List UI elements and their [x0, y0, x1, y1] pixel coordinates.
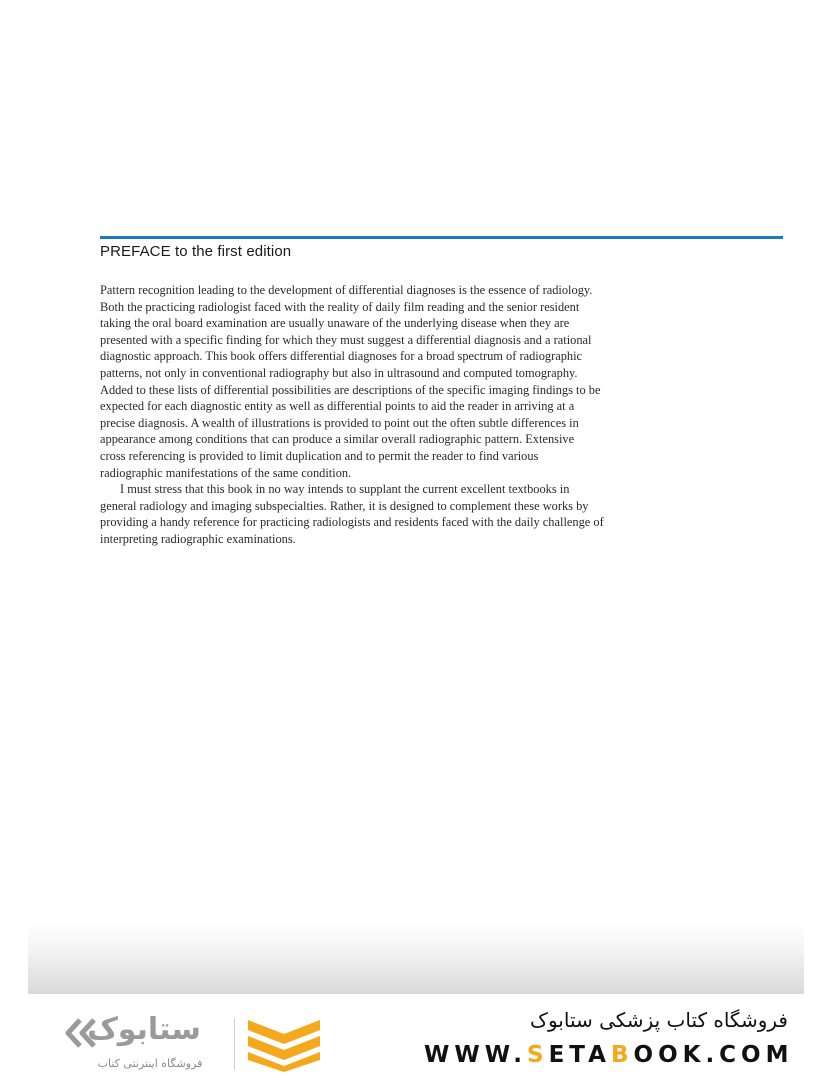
brand-logo-text: ستابوک [87, 1012, 201, 1047]
page-heading: PREFACE to the first edition [100, 243, 292, 260]
store-url[interactable] [424, 1042, 792, 1068]
text-line: expected for each diagnostic entity as well as differential points to aid the reader in arriving at a [100, 399, 575, 414]
url-part: OOK.COM [633, 1042, 794, 1068]
store-name: فروشگاه کتاب پزشکی ستابوک [530, 1008, 788, 1032]
text-line: patterns, not only in conventional radiography but also in ultrasound and computed tomography. [100, 365, 578, 380]
brand-tagline: فروشگاه اینترنتی کتاب [97, 1057, 203, 1070]
text-line: I must stress that this book in no way intends to supplant the current excellent textbooks in [120, 482, 570, 497]
text-line: interpreting radiographic examinations. [100, 531, 296, 546]
text-line: general radiology and imaging subspecialties. Rather, it is designed to complement these works by [100, 498, 589, 513]
url-part-highlight: B [610, 1042, 634, 1068]
text-line: precise diagnosis. A wealth of illustrations is provided to point out the often subtle differences in [100, 415, 579, 430]
preface-body [100, 282, 620, 548]
text-line: providing a handy reference for practicing radiologists and residents faced with the daily challenge of [100, 515, 604, 530]
paragraph-2 [100, 481, 620, 547]
text-line: cross referencing is provided to limit duplication and to permit the reader to find various [100, 448, 539, 463]
paragraph-1 [100, 282, 620, 481]
heading-rule [100, 236, 783, 239]
text-line: radiographic manifestations of the same condition. [100, 465, 352, 480]
text-line: presented with a specific finding for which they must suggest a differential diagnosis and a rational [100, 332, 592, 347]
text-line: Both the practicing radiologist faced with the reality of daily film reading and the senior resident [100, 299, 580, 314]
url-part: WWW. [424, 1042, 527, 1068]
footer-shadow [28, 922, 804, 994]
text-line: appearance among conditions that can produce a similar overall radiographic pattern. Extensive [100, 432, 575, 447]
footer-divider [234, 1018, 235, 1070]
stacked-chevron-logo-icon [244, 1016, 324, 1074]
text-line: taking the oral board examination are usually unaware of the underlying disease when they are [100, 316, 570, 331]
text-line: Added to these lists of differential possibilities are descriptions of the specific imaging findings to be [100, 382, 601, 397]
text-line: diagnostic approach. This book offers differential diagnoses for a broad spectrum of radiographic [100, 349, 583, 364]
text-line: Pattern recognition leading to the development of differential diagnoses is the essence of radiology. [100, 283, 593, 297]
url-part-highlight: S [526, 1042, 549, 1068]
url-part: ETA [548, 1042, 611, 1068]
